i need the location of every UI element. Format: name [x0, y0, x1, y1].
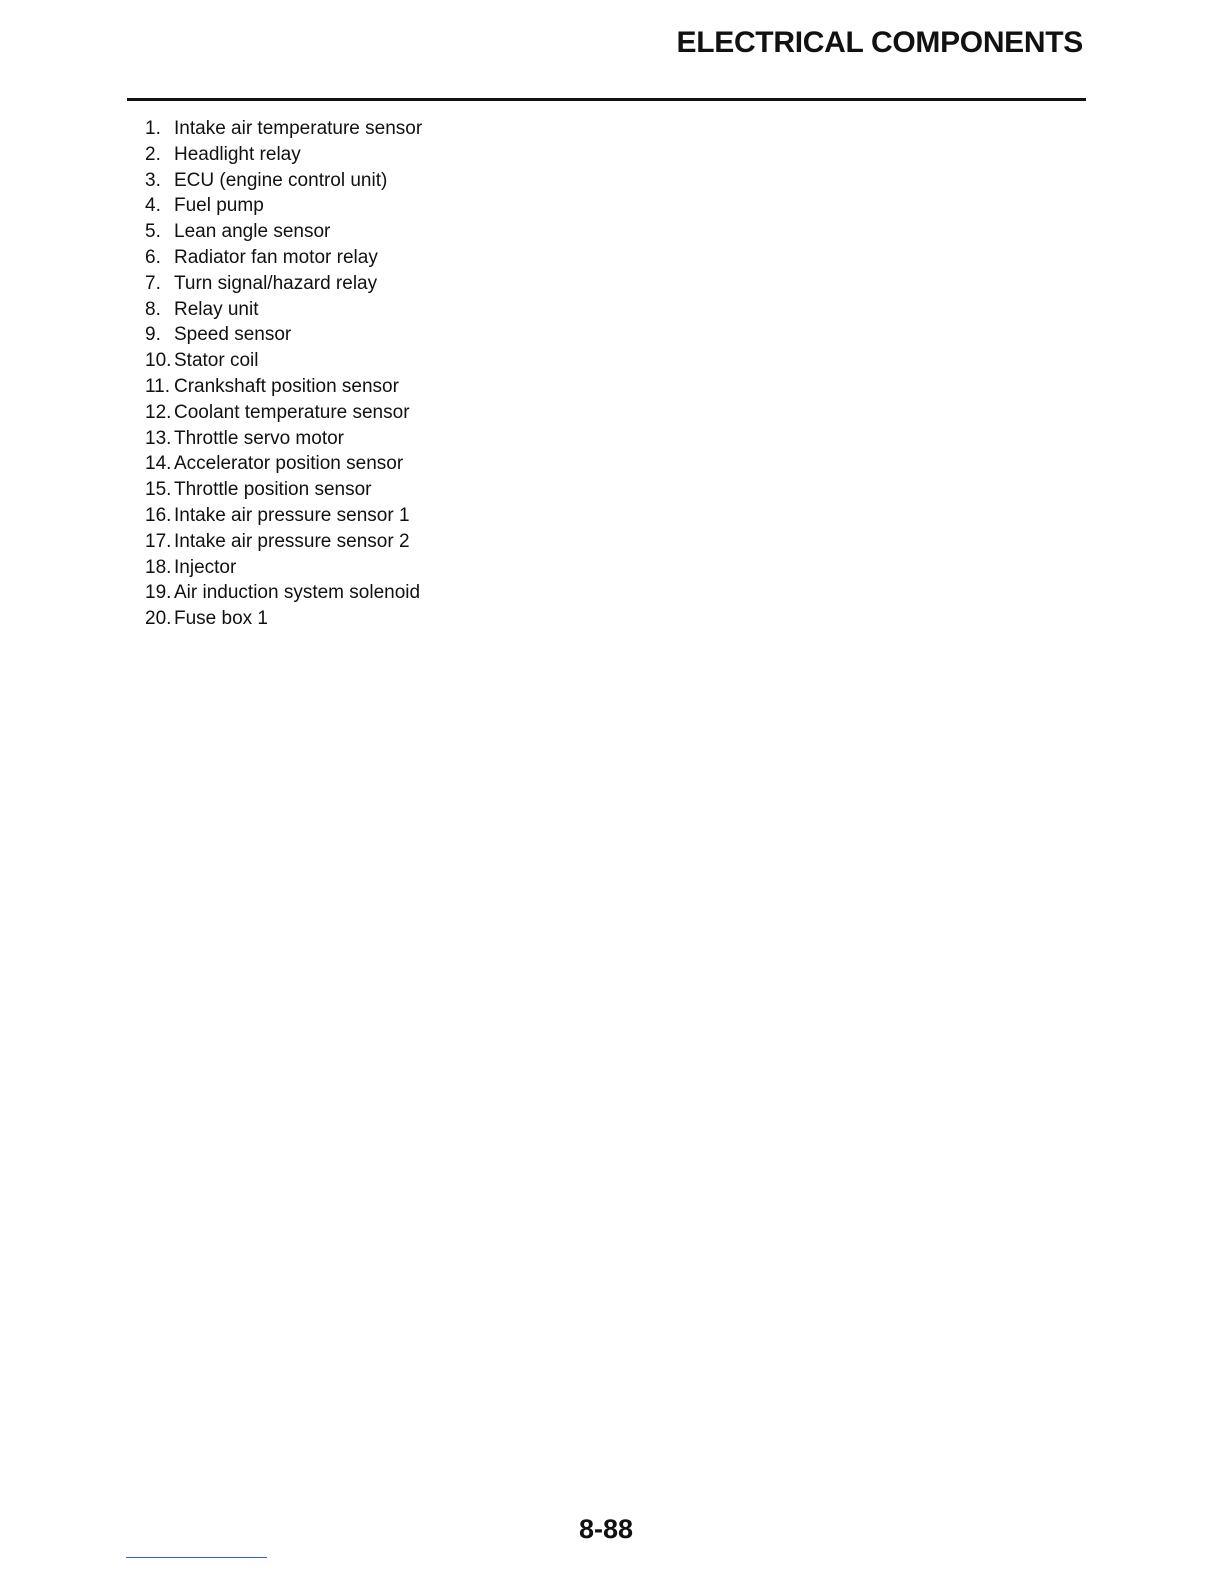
item-label: Intake air temperature sensor — [174, 118, 423, 139]
item-label: Air induction system solenoid — [174, 582, 421, 604]
item-label: Injector — [174, 556, 237, 578]
item-label: ECU (engine control unit) — [174, 169, 388, 191]
item-number: 12. — [145, 401, 172, 423]
list-item — [145, 555, 422, 581]
item-label: Throttle position sensor — [174, 479, 372, 501]
item-label: Accelerator position sensor — [174, 453, 404, 475]
list-item — [145, 426, 422, 452]
item-label: Radiator fan motor relay — [174, 246, 378, 268]
item-number: 8. — [145, 298, 161, 320]
list-item — [145, 297, 422, 323]
list-item — [145, 477, 422, 503]
list-item — [145, 451, 422, 477]
item-label: Lean angle sensor — [174, 221, 331, 243]
item-number: 3. — [145, 169, 161, 191]
list-item — [145, 271, 422, 297]
item-number: 14. — [145, 453, 172, 475]
item-label: Relay unit — [174, 298, 259, 320]
item-label: Turn signal/hazard relay — [174, 272, 378, 294]
list-item — [145, 142, 422, 168]
list-item — [145, 503, 422, 529]
item-number: 19. — [145, 582, 172, 604]
item-number: 9. — [145, 324, 161, 346]
item-label: Fuse box 1 — [174, 608, 268, 630]
parts-list — [145, 116, 422, 632]
item-number: 11. — [145, 375, 171, 397]
item-number: 15. — [145, 479, 172, 501]
item-number: 16. — [145, 504, 172, 526]
footer-divider — [126, 1557, 267, 1558]
item-number: 17. — [145, 530, 172, 552]
list-item — [145, 606, 422, 632]
list-item — [145, 529, 422, 555]
list-item — [145, 348, 422, 374]
item-number: 1. — [145, 118, 161, 139]
item-number: 13. — [145, 427, 172, 449]
list-item — [145, 322, 422, 348]
item-label: Speed sensor — [174, 324, 292, 346]
list-item — [145, 219, 422, 245]
list-item — [145, 193, 422, 219]
item-label: Fuel pump — [174, 195, 264, 217]
list-item — [145, 580, 422, 606]
item-label: Intake air pressure sensor 2 — [174, 530, 410, 552]
item-label: Throttle servo motor — [174, 427, 344, 449]
item-label: Intake air pressure sensor 1 — [174, 504, 410, 526]
item-number: 2. — [145, 143, 161, 165]
header-divider — [127, 98, 1086, 101]
item-number: 10. — [145, 350, 172, 372]
item-label: Stator coil — [174, 350, 259, 372]
page-title: ELECTRICAL COMPONENTS — [676, 26, 1083, 59]
item-number: 4. — [145, 195, 161, 217]
list-item — [145, 245, 422, 271]
item-label: Crankshaft position sensor — [174, 375, 399, 397]
list-item — [145, 400, 422, 426]
list-item — [145, 168, 422, 194]
item-label: Headlight relay — [174, 143, 301, 165]
list-item — [145, 374, 422, 400]
item-number: 20. — [145, 608, 172, 630]
item-number: 5. — [145, 221, 161, 243]
item-number: 7. — [145, 272, 161, 294]
item-number: 18. — [145, 556, 172, 578]
page-number: 8-88 — [578, 1514, 634, 1544]
item-label: Coolant temperature sensor — [174, 401, 410, 423]
list-item — [145, 116, 422, 142]
item-number: 6. — [145, 246, 161, 268]
